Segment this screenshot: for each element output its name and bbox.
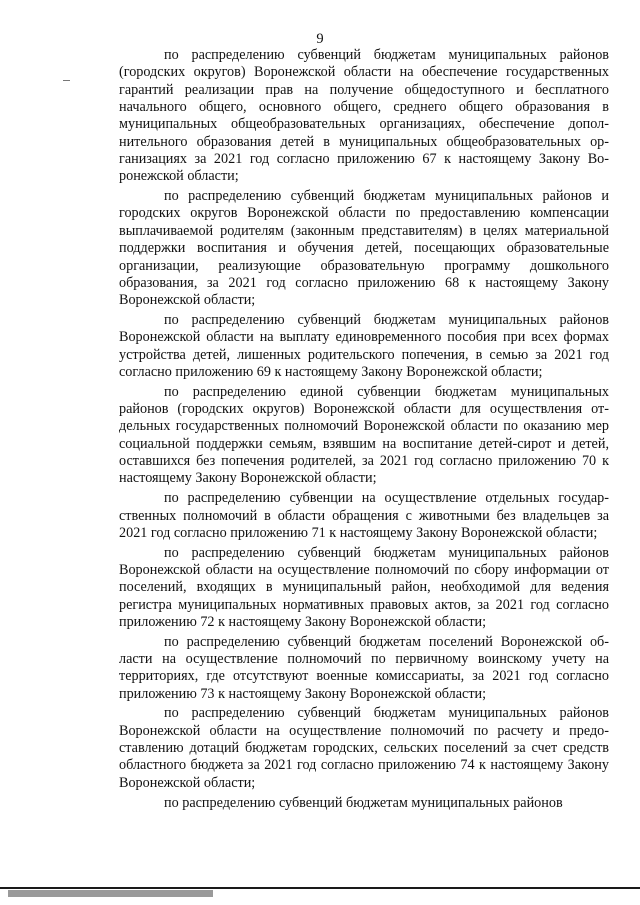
paragraph-2: по распределению субвенций бюджетам муниципальных районов и городских округов Воронежской области по предоставлению компенсации выплачиваемой родителям (законным представителям) в целях материальной поддержки воспитания и обучения детей, посещающих образовательные организации, реализующие образовательную программу дошкольного образования, за 2021 год согласно приложению 68 к настоящему Закону Воронежской области; bbox=[119, 188, 609, 309]
footer-scan-strip bbox=[8, 890, 213, 897]
paragraph-8: по распределению субвенций бюджетам муниципальных районов Воронежской области на осуществление полномочий по расчету и предоставлению дотаций бюджетам городских, сельских поселений за счет средств областного бюджета за 2021 год согласно приложению 74 к настоящему Закону Воронежской области; bbox=[119, 705, 609, 791]
paragraph-6: по распределению субвенций бюджетам муниципальных районов Воронежской области на осуществление полномочий по сбору информации от поселений, входящих в муниципальный район, необходимой для ведения регистра муниципальных нормативных правовых актов, за 2021 год согласно приложению 72 к настоящему Закону Воронежской области; bbox=[119, 544, 609, 630]
document-body bbox=[119, 47, 609, 814]
paragraph-1: по распределению субвенций бюджетам муниципальных районов (городских округов) Воронежской области на обеспечение государственных гарантий реализации прав на получение общедоступного и бесплатного начального общего, основного общего, среднего общего образования в муниципальных общеобразовательных организациях, обеспечение дополнительного образования детей в муниципальных общеобразовательных организациях за 2021 год согласно приложению 67 к настоящему Закону Воронежской области; bbox=[119, 47, 609, 185]
paragraph-9: по распределению субвенций бюджетам муниципальных районов bbox=[164, 794, 563, 811]
paragraph-7: по распределению субвенций бюджетам поселений Воронежской области на осуществление полномочий по первичному воинскому учету на территориях, где отсутствуют военные комиссариаты, за 2021 год согласно приложению 73 к настоящему Закону Воронежской области; bbox=[119, 633, 609, 702]
margin-mark bbox=[63, 80, 70, 81]
page-number: 9 bbox=[316, 31, 324, 47]
footer-rule bbox=[0, 887, 640, 889]
paragraph-5: по распределению субвенции на осуществление отдельных государственных полномочий в области обращения с животными без владельцев за 2021 год согласно приложению 71 к настоящему Закону Воронежской области; bbox=[119, 490, 609, 541]
paragraph-4: по распределению единой субвенции бюджетам муниципальных районов (городских округов) Воронежской области для осуществления отдельных государственных полномочий Воронежской области по оказанию мер социальной поддержки семьям, взявшим на воспитание детей-сирот и детей, оставшихся без попечения родителей, за 2021 год согласно приложению 70 к настоящему Закону Воронежской области; bbox=[119, 383, 609, 487]
paragraph-3: по распределению субвенций бюджетам муниципальных районов Воронежской области на выплату единовременного пособия при всех формах устройства детей, лишенных родительского попечения, в семью за 2021 год согласно приложению 69 к настоящему Закону Воронежской области; bbox=[119, 311, 609, 380]
